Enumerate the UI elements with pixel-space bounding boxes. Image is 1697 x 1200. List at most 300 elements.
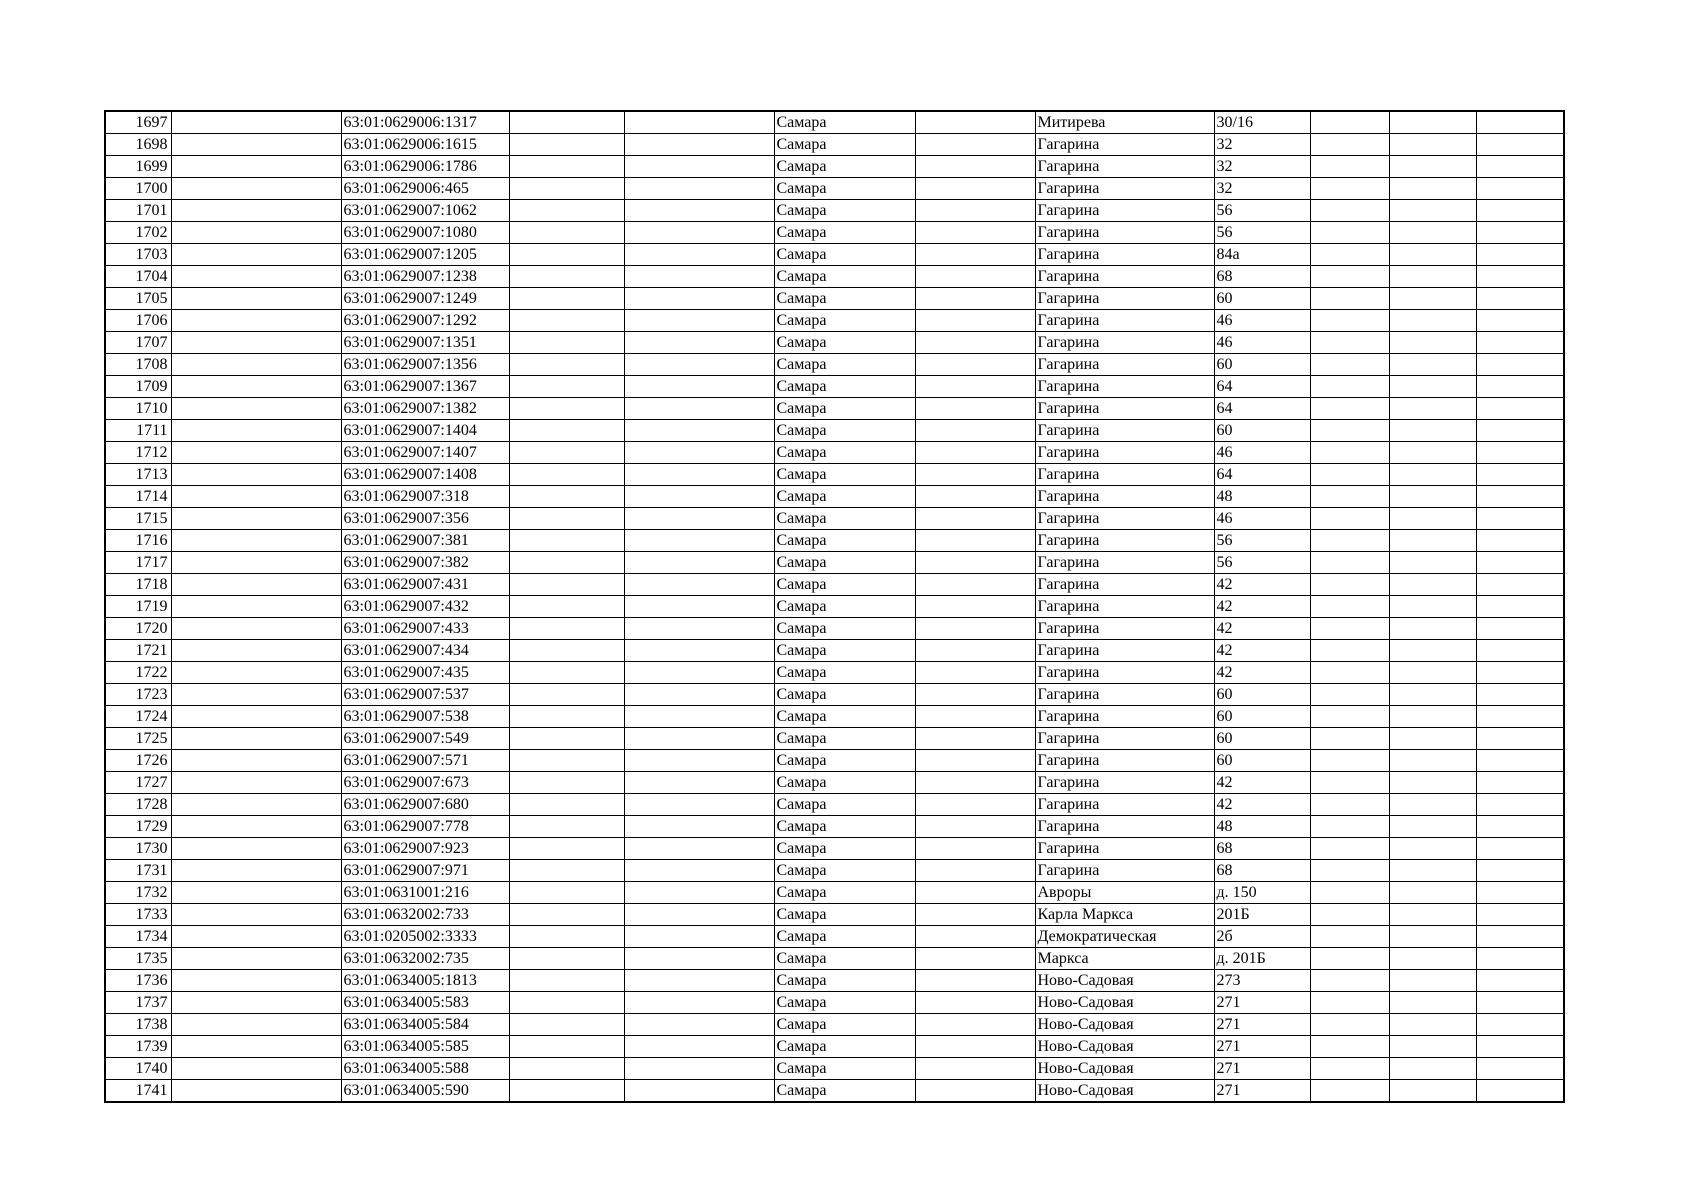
- street-cell: Гагарина: [1035, 574, 1214, 596]
- empty-cell: [1476, 442, 1564, 464]
- empty-cell: [624, 134, 774, 156]
- row-number-cell: 1701: [105, 200, 171, 222]
- empty-cell: [624, 222, 774, 244]
- empty-cell: [915, 552, 1035, 574]
- house-cell: 201Б: [1214, 904, 1310, 926]
- row-number-cell: 1697: [105, 111, 171, 134]
- cadastral-number-cell: 63:01:0205002:3333: [341, 926, 509, 948]
- row-number-cell: 1721: [105, 640, 171, 662]
- house-cell: 271: [1214, 1014, 1310, 1036]
- empty-cell: [509, 134, 624, 156]
- empty-cell: [1389, 618, 1476, 640]
- empty-cell: [1476, 420, 1564, 442]
- house-cell: 68: [1214, 860, 1310, 882]
- cadastral-number-cell: 63:01:0629007:923: [341, 838, 509, 860]
- city-cell: Самара: [774, 156, 915, 178]
- empty-cell: [915, 662, 1035, 684]
- empty-cell: [624, 442, 774, 464]
- empty-cell: [1389, 926, 1476, 948]
- empty-cell: [1476, 860, 1564, 882]
- table-row: [105, 662, 1564, 684]
- empty-cell: [624, 860, 774, 882]
- empty-cell: [1389, 178, 1476, 200]
- street-cell: Ново-Садовая: [1035, 1036, 1214, 1058]
- street-cell: Демократическая: [1035, 926, 1214, 948]
- row-number-cell: 1711: [105, 420, 171, 442]
- table-row: [105, 398, 1564, 420]
- empty-cell: [915, 178, 1035, 200]
- empty-cell: [915, 354, 1035, 376]
- empty-cell: [509, 1036, 624, 1058]
- cadastral-number-cell: 63:01:0629007:571: [341, 750, 509, 772]
- empty-cell: [509, 310, 624, 332]
- empty-cell: [171, 684, 341, 706]
- empty-cell: [1310, 134, 1389, 156]
- empty-cell: [1476, 398, 1564, 420]
- street-cell: Маркса: [1035, 948, 1214, 970]
- cadastral-number-cell: 63:01:0629007:1407: [341, 442, 509, 464]
- empty-cell: [1389, 552, 1476, 574]
- empty-cell: [1476, 1058, 1564, 1080]
- cadastral-number-cell: 63:01:0629006:1317: [341, 111, 509, 134]
- row-number-cell: 1703: [105, 244, 171, 266]
- empty-cell: [1476, 662, 1564, 684]
- empty-cell: [1389, 574, 1476, 596]
- empty-cell: [1310, 552, 1389, 574]
- cadastral-number-cell: 63:01:0629007:381: [341, 530, 509, 552]
- empty-cell: [1476, 684, 1564, 706]
- empty-cell: [171, 772, 341, 794]
- street-cell: Гагарина: [1035, 816, 1214, 838]
- empty-cell: [1310, 420, 1389, 442]
- cadastral-number-cell: 63:01:0629007:1404: [341, 420, 509, 442]
- table-row: [105, 464, 1564, 486]
- cadastral-number-cell: 63:01:0634005:585: [341, 1036, 509, 1058]
- house-cell: 56: [1214, 530, 1310, 552]
- empty-cell: [915, 200, 1035, 222]
- empty-cell: [509, 508, 624, 530]
- empty-cell: [171, 354, 341, 376]
- empty-cell: [915, 596, 1035, 618]
- empty-cell: [1476, 244, 1564, 266]
- empty-cell: [509, 332, 624, 354]
- empty-cell: [1476, 1036, 1564, 1058]
- empty-cell: [915, 640, 1035, 662]
- empty-cell: [509, 1080, 624, 1103]
- empty-cell: [509, 222, 624, 244]
- table-row: [105, 772, 1564, 794]
- empty-cell: [915, 332, 1035, 354]
- empty-cell: [915, 442, 1035, 464]
- empty-cell: [1389, 750, 1476, 772]
- empty-cell: [624, 970, 774, 992]
- empty-cell: [1310, 574, 1389, 596]
- empty-cell: [1389, 860, 1476, 882]
- empty-cell: [624, 1036, 774, 1058]
- table-row: [105, 200, 1564, 222]
- street-cell: Гагарина: [1035, 244, 1214, 266]
- empty-cell: [624, 332, 774, 354]
- city-cell: Самара: [774, 574, 915, 596]
- row-number-cell: 1725: [105, 728, 171, 750]
- empty-cell: [1310, 838, 1389, 860]
- table-row: [105, 706, 1564, 728]
- city-cell: Самара: [774, 838, 915, 860]
- city-cell: Самара: [774, 728, 915, 750]
- city-cell: Самара: [774, 244, 915, 266]
- row-number-cell: 1698: [105, 134, 171, 156]
- cadastral-number-cell: 63:01:0629006:465: [341, 178, 509, 200]
- street-cell: Гагарина: [1035, 442, 1214, 464]
- empty-cell: [1476, 904, 1564, 926]
- empty-cell: [915, 926, 1035, 948]
- row-number-cell: 1700: [105, 178, 171, 200]
- empty-cell: [1476, 376, 1564, 398]
- table-row: [105, 684, 1564, 706]
- empty-cell: [1310, 310, 1389, 332]
- empty-cell: [1389, 816, 1476, 838]
- empty-cell: [1476, 992, 1564, 1014]
- table-row: [105, 640, 1564, 662]
- city-cell: Самара: [774, 266, 915, 288]
- empty-cell: [171, 1080, 341, 1103]
- street-cell: Гагарина: [1035, 772, 1214, 794]
- street-cell: Карла Маркса: [1035, 904, 1214, 926]
- empty-cell: [1476, 1080, 1564, 1103]
- house-cell: д. 150: [1214, 882, 1310, 904]
- empty-cell: [1389, 288, 1476, 310]
- empty-cell: [1476, 926, 1564, 948]
- street-cell: Гагарина: [1035, 596, 1214, 618]
- empty-cell: [915, 288, 1035, 310]
- empty-cell: [509, 442, 624, 464]
- cadastral-number-cell: 63:01:0629007:432: [341, 596, 509, 618]
- empty-cell: [624, 464, 774, 486]
- empty-cell: [1476, 794, 1564, 816]
- empty-cell: [1310, 244, 1389, 266]
- empty-cell: [1476, 970, 1564, 992]
- empty-cell: [1476, 111, 1564, 134]
- empty-cell: [624, 772, 774, 794]
- empty-cell: [1310, 860, 1389, 882]
- empty-cell: [1476, 288, 1564, 310]
- empty-cell: [1389, 156, 1476, 178]
- empty-cell: [1310, 684, 1389, 706]
- empty-cell: [915, 1080, 1035, 1103]
- empty-cell: [1310, 1080, 1389, 1103]
- house-cell: 271: [1214, 1058, 1310, 1080]
- empty-cell: [1310, 728, 1389, 750]
- row-number-cell: 1712: [105, 442, 171, 464]
- empty-cell: [1476, 838, 1564, 860]
- row-number-cell: 1740: [105, 1058, 171, 1080]
- city-cell: Самара: [774, 662, 915, 684]
- empty-cell: [509, 640, 624, 662]
- empty-cell: [171, 398, 341, 420]
- empty-cell: [171, 376, 341, 398]
- empty-cell: [1310, 816, 1389, 838]
- empty-cell: [624, 992, 774, 1014]
- empty-cell: [915, 1058, 1035, 1080]
- city-cell: Самара: [774, 1080, 915, 1103]
- street-cell: Гагарина: [1035, 530, 1214, 552]
- empty-cell: [1476, 772, 1564, 794]
- empty-cell: [509, 530, 624, 552]
- street-cell: Гагарина: [1035, 332, 1214, 354]
- empty-cell: [915, 310, 1035, 332]
- empty-cell: [624, 398, 774, 420]
- empty-cell: [1310, 1014, 1389, 1036]
- city-cell: Самара: [774, 354, 915, 376]
- empty-cell: [1476, 882, 1564, 904]
- empty-cell: [1310, 111, 1389, 134]
- empty-cell: [509, 552, 624, 574]
- empty-cell: [1389, 200, 1476, 222]
- empty-cell: [624, 354, 774, 376]
- empty-cell: [1389, 134, 1476, 156]
- house-cell: 42: [1214, 772, 1310, 794]
- cadastral-number-cell: 63:01:0629007:434: [341, 640, 509, 662]
- house-cell: 46: [1214, 442, 1310, 464]
- row-number-cell: 1706: [105, 310, 171, 332]
- empty-cell: [171, 178, 341, 200]
- house-cell: 64: [1214, 398, 1310, 420]
- row-number-cell: 1726: [105, 750, 171, 772]
- empty-cell: [1310, 992, 1389, 1014]
- empty-cell: [1476, 816, 1564, 838]
- empty-cell: [1476, 618, 1564, 640]
- street-cell: Гагарина: [1035, 552, 1214, 574]
- empty-cell: [171, 860, 341, 882]
- row-number-cell: 1727: [105, 772, 171, 794]
- street-cell: Гагарина: [1035, 860, 1214, 882]
- row-number-cell: 1729: [105, 816, 171, 838]
- cadastral-number-cell: 63:01:0629007:431: [341, 574, 509, 596]
- empty-cell: [509, 596, 624, 618]
- empty-cell: [915, 156, 1035, 178]
- empty-cell: [915, 728, 1035, 750]
- empty-cell: [1476, 134, 1564, 156]
- city-cell: Самара: [774, 442, 915, 464]
- empty-cell: [171, 970, 341, 992]
- empty-cell: [509, 992, 624, 1014]
- table-row: [105, 882, 1564, 904]
- empty-cell: [171, 420, 341, 442]
- empty-cell: [624, 244, 774, 266]
- house-cell: 48: [1214, 486, 1310, 508]
- empty-cell: [171, 310, 341, 332]
- table-row: [105, 530, 1564, 552]
- empty-cell: [171, 904, 341, 926]
- empty-cell: [1389, 794, 1476, 816]
- empty-cell: [1310, 1036, 1389, 1058]
- table-row: [105, 750, 1564, 772]
- empty-cell: [1389, 948, 1476, 970]
- house-cell: 46: [1214, 508, 1310, 530]
- city-cell: Самара: [774, 882, 915, 904]
- empty-cell: [624, 618, 774, 640]
- row-number-cell: 1713: [105, 464, 171, 486]
- empty-cell: [1310, 662, 1389, 684]
- empty-cell: [1389, 376, 1476, 398]
- cadastral-number-cell: 63:01:0629007:538: [341, 706, 509, 728]
- house-cell: 64: [1214, 464, 1310, 486]
- empty-cell: [915, 134, 1035, 156]
- cadastral-number-cell: 63:01:0632002:735: [341, 948, 509, 970]
- empty-cell: [915, 398, 1035, 420]
- empty-cell: [509, 1058, 624, 1080]
- city-cell: Самара: [774, 750, 915, 772]
- empty-cell: [1389, 111, 1476, 134]
- empty-cell: [1476, 640, 1564, 662]
- row-number-cell: 1708: [105, 354, 171, 376]
- empty-cell: [1389, 684, 1476, 706]
- street-cell: Гагарина: [1035, 354, 1214, 376]
- empty-cell: [1476, 200, 1564, 222]
- empty-cell: [1310, 882, 1389, 904]
- city-cell: Самара: [774, 332, 915, 354]
- cadastral-number-cell: 63:01:0629007:435: [341, 662, 509, 684]
- empty-cell: [915, 420, 1035, 442]
- street-cell: Ново-Садовая: [1035, 970, 1214, 992]
- empty-cell: [1476, 596, 1564, 618]
- empty-cell: [171, 332, 341, 354]
- empty-cell: [171, 244, 341, 266]
- cadastral-number-cell: 63:01:0629007:1367: [341, 376, 509, 398]
- empty-cell: [915, 266, 1035, 288]
- cadastral-number-cell: 63:01:0629007:1382: [341, 398, 509, 420]
- empty-cell: [624, 750, 774, 772]
- table-row: [105, 860, 1564, 882]
- house-cell: 60: [1214, 684, 1310, 706]
- street-cell: Ново-Садовая: [1035, 1080, 1214, 1103]
- empty-cell: [1310, 706, 1389, 728]
- house-cell: 30/16: [1214, 111, 1310, 134]
- empty-cell: [915, 618, 1035, 640]
- cadastral-number-cell: 63:01:0629007:318: [341, 486, 509, 508]
- table-row: [105, 1058, 1564, 1080]
- cadastral-number-cell: 63:01:0634005:590: [341, 1080, 509, 1103]
- house-cell: 48: [1214, 816, 1310, 838]
- empty-cell: [1389, 332, 1476, 354]
- city-cell: Самара: [774, 684, 915, 706]
- empty-cell: [509, 1014, 624, 1036]
- empty-cell: [1310, 772, 1389, 794]
- city-cell: Самара: [774, 134, 915, 156]
- empty-cell: [171, 992, 341, 1014]
- house-cell: 42: [1214, 662, 1310, 684]
- empty-cell: [1310, 486, 1389, 508]
- empty-cell: [915, 816, 1035, 838]
- house-cell: 60: [1214, 750, 1310, 772]
- street-cell: Гагарина: [1035, 838, 1214, 860]
- empty-cell: [624, 200, 774, 222]
- house-cell: 56: [1214, 552, 1310, 574]
- city-cell: Самара: [774, 904, 915, 926]
- cadastral-number-cell: 63:01:0629007:1205: [341, 244, 509, 266]
- house-cell: 84а: [1214, 244, 1310, 266]
- empty-cell: [1389, 354, 1476, 376]
- empty-cell: [915, 860, 1035, 882]
- empty-cell: [1389, 1080, 1476, 1103]
- empty-cell: [509, 794, 624, 816]
- empty-cell: [1310, 398, 1389, 420]
- cadastral-number-cell: 63:01:0629007:1351: [341, 332, 509, 354]
- empty-cell: [915, 222, 1035, 244]
- city-cell: Самара: [774, 640, 915, 662]
- street-cell: Гагарина: [1035, 750, 1214, 772]
- city-cell: Самара: [774, 1036, 915, 1058]
- empty-cell: [171, 728, 341, 750]
- empty-cell: [624, 596, 774, 618]
- empty-cell: [171, 111, 341, 134]
- empty-cell: [1476, 310, 1564, 332]
- house-cell: 60: [1214, 354, 1310, 376]
- row-number-cell: 1718: [105, 574, 171, 596]
- street-cell: Гагарина: [1035, 464, 1214, 486]
- empty-cell: [509, 288, 624, 310]
- house-cell: 46: [1214, 310, 1310, 332]
- cadastral-number-cell: 63:01:0629006:1786: [341, 156, 509, 178]
- row-number-cell: 1728: [105, 794, 171, 816]
- table-row: [105, 618, 1564, 640]
- empty-cell: [171, 574, 341, 596]
- empty-cell: [1310, 904, 1389, 926]
- empty-cell: [1389, 1058, 1476, 1080]
- empty-cell: [1310, 200, 1389, 222]
- row-number-cell: 1719: [105, 596, 171, 618]
- empty-cell: [1310, 464, 1389, 486]
- empty-cell: [1389, 530, 1476, 552]
- house-cell: 64: [1214, 376, 1310, 398]
- city-cell: Самара: [774, 772, 915, 794]
- empty-cell: [1389, 728, 1476, 750]
- empty-cell: [915, 508, 1035, 530]
- empty-cell: [1310, 530, 1389, 552]
- city-cell: Самара: [774, 310, 915, 332]
- city-cell: Самара: [774, 706, 915, 728]
- empty-cell: [624, 816, 774, 838]
- row-number-cell: 1739: [105, 1036, 171, 1058]
- empty-cell: [1476, 266, 1564, 288]
- row-number-cell: 1709: [105, 376, 171, 398]
- street-cell: Гагарина: [1035, 794, 1214, 816]
- table-row: [105, 442, 1564, 464]
- empty-cell: [1310, 222, 1389, 244]
- cadastral-number-cell: 63:01:0629007:1356: [341, 354, 509, 376]
- street-cell: Ново-Садовая: [1035, 1014, 1214, 1036]
- empty-cell: [624, 838, 774, 860]
- empty-cell: [1310, 640, 1389, 662]
- city-cell: Самара: [774, 992, 915, 1014]
- house-cell: 32: [1214, 178, 1310, 200]
- empty-cell: [509, 574, 624, 596]
- cadastral-number-cell: 63:01:0634005:1813: [341, 970, 509, 992]
- empty-cell: [1476, 178, 1564, 200]
- row-number-cell: 1704: [105, 266, 171, 288]
- empty-cell: [1389, 266, 1476, 288]
- table-row: [105, 420, 1564, 442]
- empty-cell: [1476, 552, 1564, 574]
- empty-cell: [1476, 354, 1564, 376]
- empty-cell: [171, 794, 341, 816]
- row-number-cell: 1730: [105, 838, 171, 860]
- empty-cell: [509, 772, 624, 794]
- empty-cell: [1310, 442, 1389, 464]
- row-number-cell: 1707: [105, 332, 171, 354]
- cadastral-number-cell: 63:01:0629007:971: [341, 860, 509, 882]
- empty-cell: [624, 948, 774, 970]
